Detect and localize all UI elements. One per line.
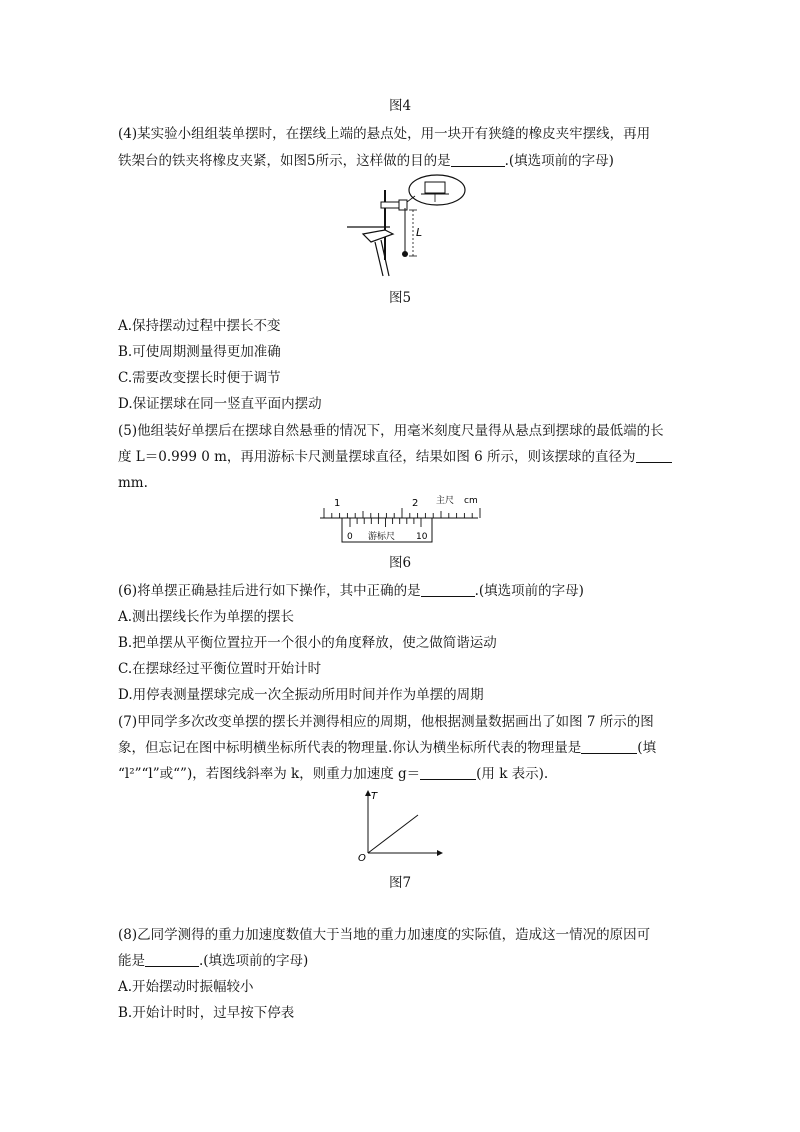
q6-option-a: A.测出摆线长作为单摆的摆长 [118, 609, 295, 625]
pendulum-bob [402, 251, 408, 257]
stand-base [363, 230, 393, 242]
q5-text-a: 度 L＝0.999 0 m，再用游标卡尺测量摆球直径，结果如图 6 所示，则该摆球的直径为 [118, 449, 636, 465]
q7-text-a: 象，但忘记在图中标明横坐标所代表的物理量.你认为横坐标所代表的物理量是 [118, 740, 582, 756]
q5-line-1: (5)他组装好单摆后在摆球自然悬垂的情况下，用毫米刻度尺量得从悬点到摆球的最低端的长 [118, 423, 664, 439]
vernier-label-10: 10 [416, 532, 428, 542]
main-scale-label-2: 2 [412, 498, 419, 509]
length-label-L: L [416, 226, 423, 239]
q6-option-d: D.用停表测量摆球完成一次全振动所用时间并作为单摆的周期 [118, 687, 484, 703]
q4-text-a: 铁架台的铁夹将橡皮夹紧，如图5所示，这样做的目的是 [118, 153, 451, 169]
main-scale-name: 主尺 [436, 496, 455, 506]
figure-6-caption: 图6 [388, 555, 412, 571]
graph-line [368, 815, 418, 853]
q5-line-2 [118, 447, 672, 467]
q6-text-a: (6)将单摆正确悬挂后进行如下操作，其中正确的是 [118, 583, 421, 599]
q8-option-a: A.开始摆动时振幅较小 [118, 979, 254, 995]
vernier-label-0: 0 [347, 532, 353, 542]
q8-line-2 [118, 951, 308, 971]
main-scale-ticks [324, 508, 480, 518]
q6-option-c: C.在摆球经过平衡位置时开始计时 [118, 661, 322, 677]
y-axis-label: T [371, 791, 378, 802]
q8-text-b: .(填选项前的字母) [199, 953, 309, 969]
figure-5-caption: 图5 [388, 290, 412, 306]
q7-text-c: “l²”“l”或“”)，若图线斜率为 k，则重力加速度 g＝ [118, 766, 421, 782]
q4-option-a: A.保持摆动过程中摆长不变 [118, 318, 281, 334]
q7-line-3 [118, 764, 548, 784]
vernier-scale-name: 游标尺 [368, 532, 396, 542]
figure-7-caption: 图7 [388, 875, 412, 891]
q7-text-b: (填 [637, 740, 657, 756]
q8-option-b: B.开始计时时，过早按下停表 [118, 1005, 295, 1021]
q7-line-1: (7)甲同学多次改变单摆的摆长并测得相应的周期，他根据测量数据画出了如图 7 所示的图 [118, 714, 654, 730]
q4-text-b: .(填选项前的字母) [504, 153, 614, 169]
figure-4-caption: 图4 [388, 98, 412, 114]
q6-answer-blank [421, 582, 475, 597]
q5-answer-blank [636, 448, 672, 463]
q6-text-b: .(填选项前的字母) [474, 583, 584, 599]
q5-line-3: mm. [118, 475, 148, 491]
figure-5-pendulum [345, 172, 475, 282]
q4-line-1: (4)某实验小组组装单摆时，在摆线上端的悬点处，用一块开有狭缝的橡皮夹牢摆线，再用 [118, 126, 651, 142]
q7-answer-blank-1 [581, 739, 637, 754]
main-scale-unit: cm [464, 496, 478, 506]
q6-line-1 [118, 581, 584, 601]
q6-option-b: B.把单摆从平衡位置拉开一个很小的角度释放，使之做简谐运动 [118, 635, 497, 651]
q4-line-2 [118, 151, 614, 171]
figure-7-graph [356, 787, 446, 863]
origin-label: O [358, 853, 366, 863]
q7-text-d: (用 k 表示). [476, 766, 549, 782]
main-scale-label-1: 1 [334, 498, 341, 509]
q7-answer-blank-2 [420, 765, 476, 780]
q4-option-d: D.保证摆球在同一竖直平面内摆动 [118, 396, 322, 412]
q8-answer-blank [145, 952, 199, 967]
figure-6-caliper [318, 494, 488, 546]
q8-line-1: (8)乙同学测得的重力加速度数值大于当地的重力加速度的实际值，造成这一情况的原因可 [118, 927, 651, 943]
q4-answer-blank [451, 152, 505, 167]
q4-option-c: C.需要改变摆长时便于调节 [118, 370, 281, 386]
q4-option-b: B.可使周期测量得更加准确 [118, 344, 281, 360]
q7-line-2 [118, 738, 656, 758]
q8-text-a: 能是 [118, 953, 145, 969]
